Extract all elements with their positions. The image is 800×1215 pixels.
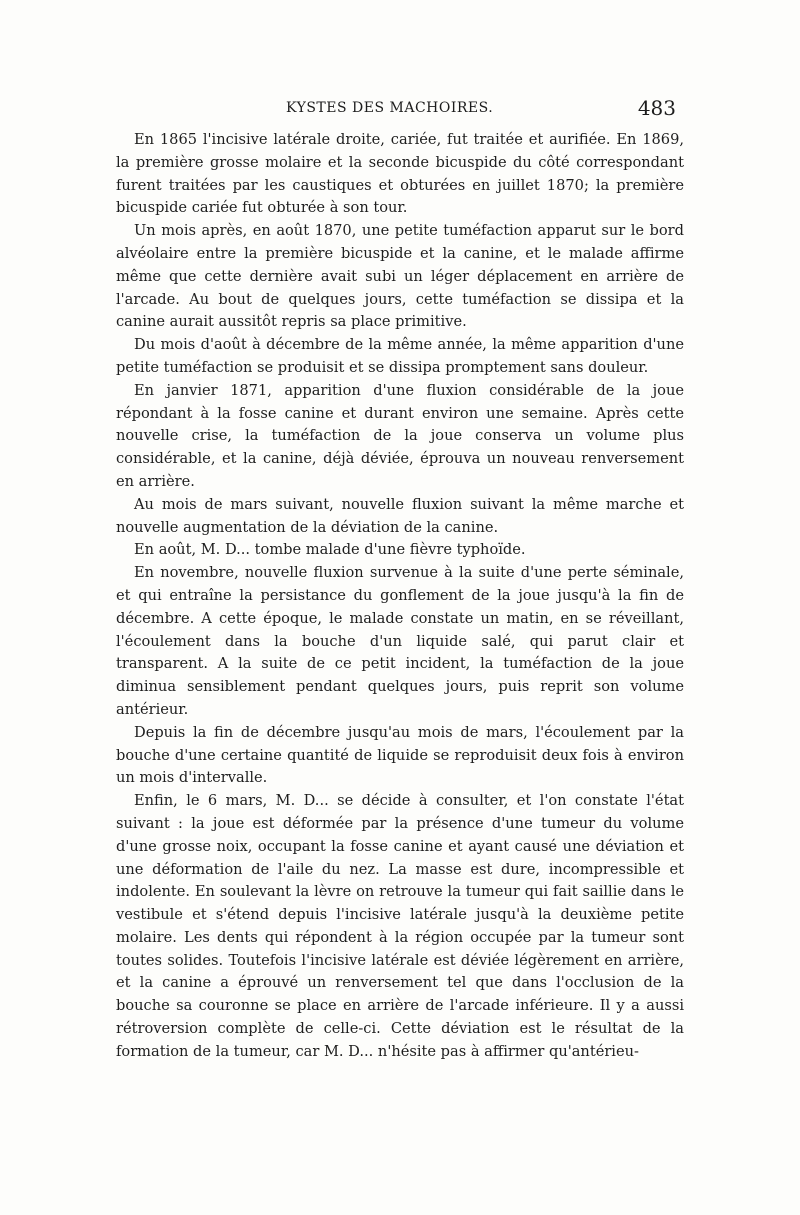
page-number: 483 bbox=[637, 96, 676, 120]
paragraph-7: En novembre, nouvelle fluxion survenue à la suite d'une perte séminale, et qui entraîne la persistance du gonflement de la joue jusqu'à la fin de décembre. A cette époque, le malade constate un matin, en se réveillant, l'écoulement dans la bouche d'un liquide salé, qui parut clair et transparent. A la suite de ce petit incident, la tuméfaction de la joue diminua sensiblement pendant quelques jours, puis reprit son volume antérieur. bbox=[116, 564, 684, 718]
running-head bbox=[116, 96, 676, 126]
running-title: KYSTES DES MACHOIRES. bbox=[286, 100, 494, 116]
paragraph-3: Du mois d'août à décembre de la même année, la même apparition d'une petite tuméfaction se produisit et se dissipa promptement sans douleur. bbox=[116, 336, 684, 376]
paragraph-9: Enfin, le 6 mars, M. D... se décide à consulter, et l'on constate l'état suivant : la joue est déformée par la présence d'une tumeur du volume d'une grosse noix, occupant la fosse canine et ayant causé une déviation et une déformation de l'aile du nez. La masse est dure, incompressible et indolente. En soulevant la lèvre on retrouve la tumeur qui fait saillie dans le vestibule et s'étend depuis l'incisive latérale jusqu'à la deuxième petite molaire. Les dents qui répondent à la région occupée par la tumeur sont toutes solides. Toutefois l'incisive latérale est déviée légèrement en arrière, et la canine a éprouvé un renversement tel que dans l'occlusion de la bouche sa couronne se place en arrière de l'arcade inférieure. Il y a aussi rétroversion complète de celle-ci. Cette déviation est le résultat de la formation de la tumeur, car M. D... n'hésite pas à affirmer qu'antérieu- bbox=[116, 792, 684, 1060]
paragraph-1: En 1865 l'incisive latérale droite, cariée, fut traitée et aurifiée. En 1869, la première grosse molaire et la seconde bicuspide du côté correspondant furent traitées par les caustiques et obturées en juillet 1870; la première bicuspide cariée fut obturée à son tour. bbox=[116, 131, 684, 217]
paragraph-8: Depuis la fin de décembre jusqu'au mois de mars, l'écoulement par la bouche d'une certaine quantité de liquide se reproduisit deux fois à environ un mois d'intervalle. bbox=[116, 723, 684, 787]
paragraph-4: En janvier 1871, apparition d'une fluxion considérable de la joue répondant à la fosse canine et durant environ une semaine. Après cette nouvelle crise, la tuméfaction de la joue conserva un volume plus considérable, et la canine, déjà déviée, éprouva un nouveau renversement en arrière. bbox=[116, 381, 684, 490]
paragraph-5: Au mois de mars suivant, nouvelle fluxion suivant la même marche et nouvelle augmentation de la déviation de la canine. bbox=[116, 495, 684, 536]
paragraph-2: Un mois après, en août 1870, une petite tuméfaction apparut sur le bord alvéolaire entre la première bicuspide et la canine, et le malade affirme même que cette dernière avait subi un léger déplacement en arrière de l'arcade. Au bout de quelques jours, cette tuméfaction se dissipa et la canine aurait aussitôt repris sa place primitive. bbox=[116, 222, 684, 331]
paragraph-6: En août, M. D... tombe malade d'une fièvre typhoïde. bbox=[134, 541, 526, 559]
body-text bbox=[116, 129, 684, 1064]
